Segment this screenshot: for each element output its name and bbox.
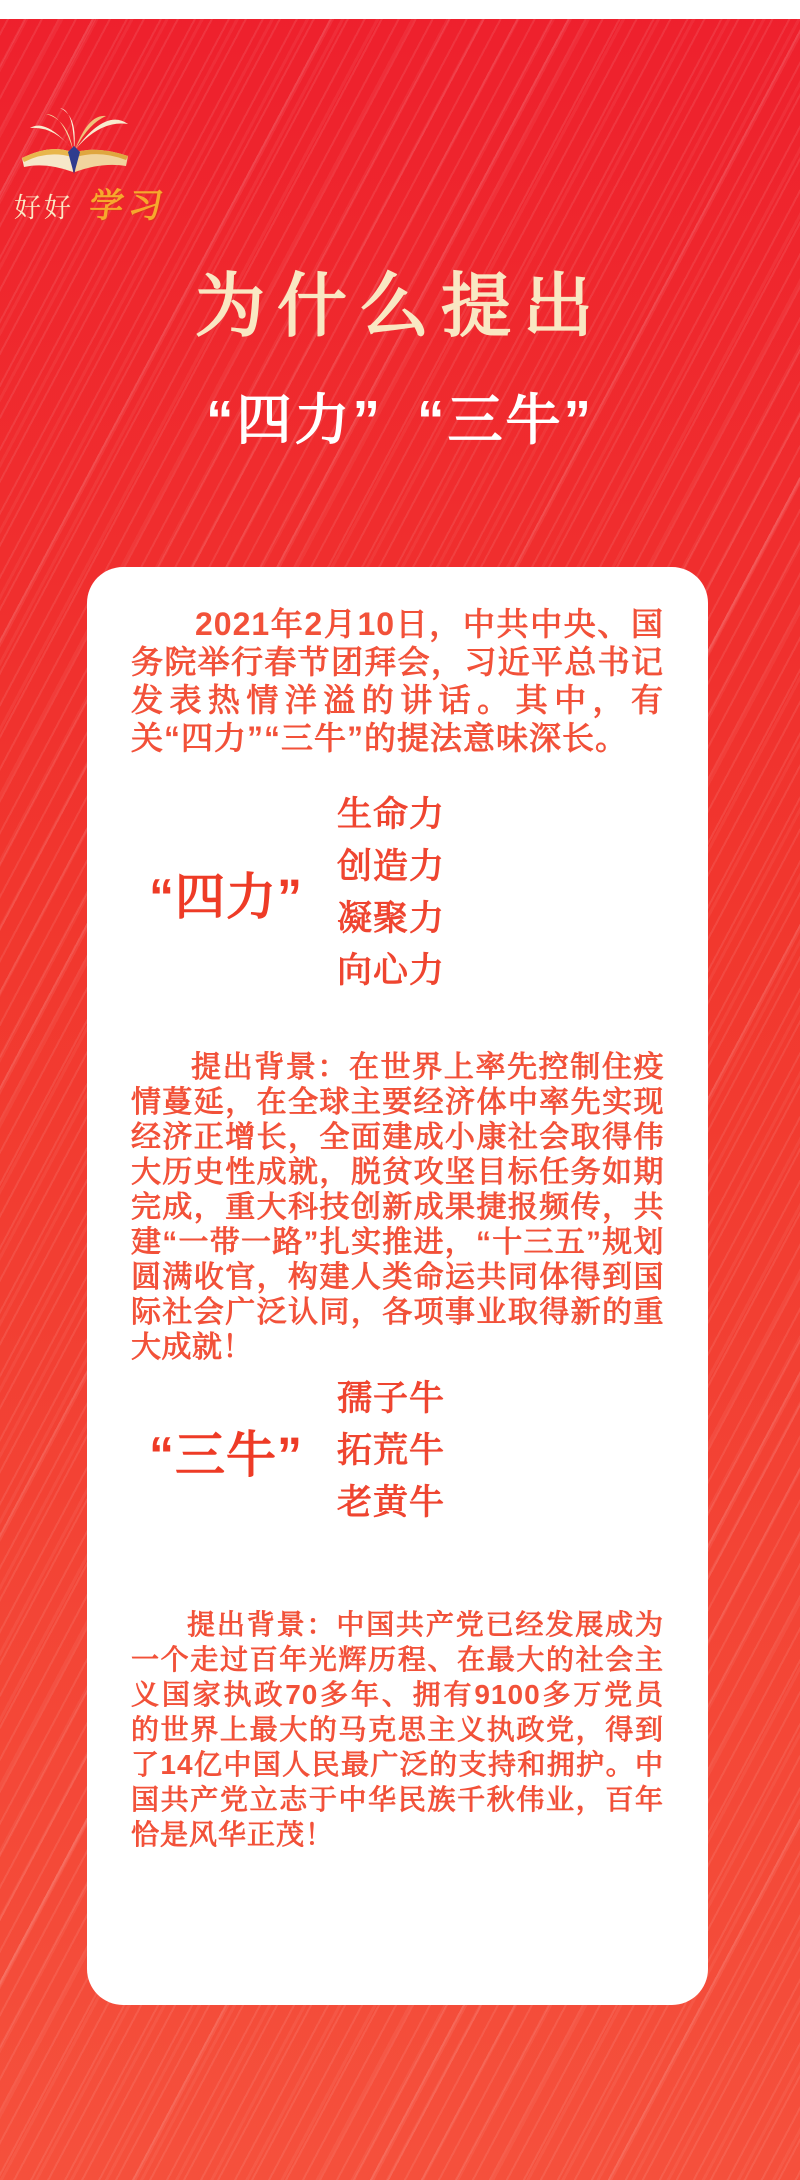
logo-text-bold: 学习 (86, 187, 171, 225)
sanniu-label: “三牛” (149, 1427, 303, 1483)
sili-item: 向心力 (337, 951, 446, 990)
sanniu-items (337, 1373, 445, 1529)
content-card (87, 567, 708, 2005)
subtitle-sili: “四力” (205, 389, 383, 451)
top-white-strip (0, 0, 800, 19)
sili-items (337, 789, 445, 997)
sili-label: “四力” (149, 869, 303, 925)
page-subtitle (0, 376, 800, 455)
logo-text (14, 178, 171, 227)
logo-text-light: 好好 (14, 193, 74, 223)
sili-item: 凝聚力 (337, 899, 446, 938)
sili-background-paragraph: 提出背景：在世界上率先控制住疫情蔓延，在全球主要经济体中率先实现经济正增长，全面建成小康社会取得伟大历史性成就，脱贫攻坚目标任务如期完成，重大科技创新成果捷报频传，共建“一带一路”扎实推进，“十三五”规划圆满收官，构建人类命运共同体得到国际社会广泛认同，各项事业取得新的重大成就！ (131, 1051, 664, 1364)
sili-item: 创造力 (337, 847, 446, 886)
sili-section (131, 789, 664, 997)
sili-item: 生命力 (337, 795, 446, 834)
subtitle-sanniu: “三牛” (417, 389, 595, 451)
sanniu-background-paragraph: 提出背景：中国共产党已经发展成为一个走过百年光辉历程、在最大的社会主义国家执政70多年、拥有9100多万党员的世界上最大的马克思主义执政党，得到了14亿中国人民最广泛的支持和拥护。中国共产党立志于中华民族千秋伟业，百年恰是风华正茂！ (131, 1609, 664, 1850)
logo (14, 108, 216, 225)
sanniu-section (131, 1373, 664, 1529)
sanniu-item: 拓荒牛 (337, 1431, 446, 1470)
open-book-icon (16, 108, 216, 176)
sanniu-item: 孺子牛 (337, 1379, 446, 1418)
intro-paragraph: 2021年2月10日，中共中央、国务院举行春节团拜会，习近平总书记发表热情洋溢的讲话。其中，有关“四力”“三牛”的提法意味深长。 (131, 606, 664, 756)
sanniu-item: 老黄牛 (337, 1483, 446, 1522)
page-title: 为什么提出 (195, 267, 605, 345)
